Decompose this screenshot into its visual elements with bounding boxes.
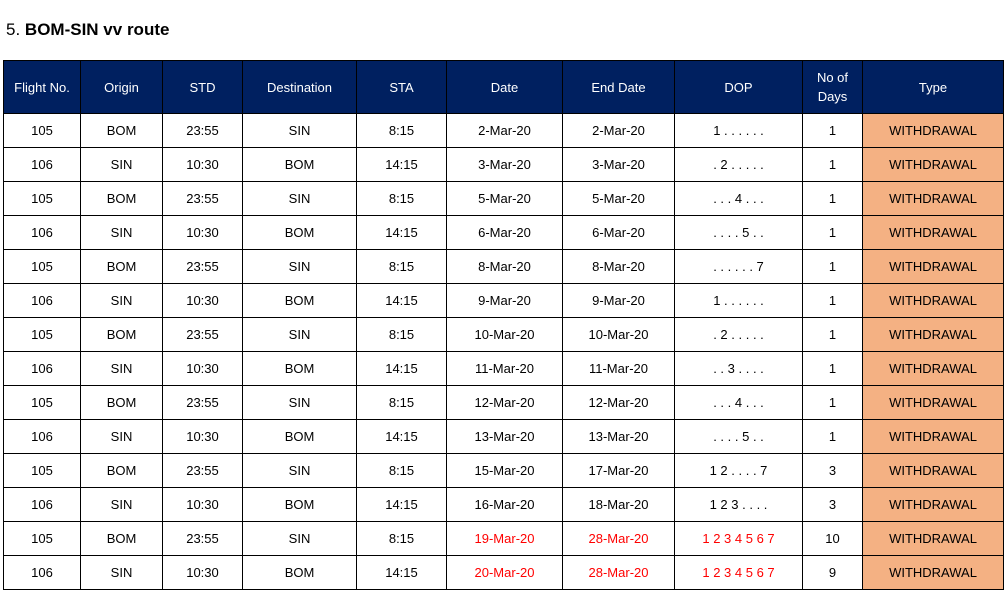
column-header-sta: STA: [357, 61, 447, 114]
table-row: [4, 522, 1004, 556]
cell-end-date: 6-Mar-20: [563, 216, 675, 250]
cell-origin: SIN: [81, 420, 163, 454]
cell-sta: 14:15: [357, 148, 447, 182]
column-header-destination: Destination: [243, 61, 357, 114]
cell-type: WITHDRAWAL: [863, 522, 1004, 556]
cell-no-of-days: 10: [803, 522, 863, 556]
cell-no-of-days: 1: [803, 284, 863, 318]
cell-type: WITHDRAWAL: [863, 250, 1004, 284]
cell-end-date: 28-Mar-20: [563, 556, 675, 590]
cell-type: WITHDRAWAL: [863, 284, 1004, 318]
cell-flight-no: 105: [4, 250, 81, 284]
cell-type: WITHDRAWAL: [863, 318, 1004, 352]
cell-sta: 14:15: [357, 216, 447, 250]
cell-type: WITHDRAWAL: [863, 114, 1004, 148]
cell-type: WITHDRAWAL: [863, 556, 1004, 590]
cell-destination: SIN: [243, 318, 357, 352]
table-row: [4, 386, 1004, 420]
table-row: [4, 488, 1004, 522]
cell-type: WITHDRAWAL: [863, 148, 1004, 182]
cell-end-date: 5-Mar-20: [563, 182, 675, 216]
cell-date: 13-Mar-20: [447, 420, 563, 454]
cell-destination: SIN: [243, 182, 357, 216]
cell-end-date: 11-Mar-20: [563, 352, 675, 386]
cell-sta: 14:15: [357, 556, 447, 590]
table-row: [4, 284, 1004, 318]
cell-std: 23:55: [163, 114, 243, 148]
cell-std: 10:30: [163, 420, 243, 454]
cell-flight-no: 106: [4, 148, 81, 182]
cell-std: 23:55: [163, 250, 243, 284]
table-row: [4, 318, 1004, 352]
cell-std: 10:30: [163, 284, 243, 318]
cell-sta: 8:15: [357, 250, 447, 284]
cell-no-of-days: 3: [803, 454, 863, 488]
cell-destination: BOM: [243, 284, 357, 318]
cell-no-of-days: 1: [803, 318, 863, 352]
cell-date: 20-Mar-20: [447, 556, 563, 590]
column-header-date: Date: [447, 61, 563, 114]
cell-destination: BOM: [243, 556, 357, 590]
cell-dop: 1 . . . . . .: [675, 114, 803, 148]
cell-dop: . . . . 5 . .: [675, 420, 803, 454]
cell-end-date: 13-Mar-20: [563, 420, 675, 454]
cell-destination: SIN: [243, 522, 357, 556]
cell-date: 8-Mar-20: [447, 250, 563, 284]
cell-origin: BOM: [81, 318, 163, 352]
table-row: [4, 352, 1004, 386]
cell-end-date: 9-Mar-20: [563, 284, 675, 318]
cell-destination: BOM: [243, 488, 357, 522]
cell-date: 3-Mar-20: [447, 148, 563, 182]
cell-dop: 1 2 3 4 5 6 7: [675, 556, 803, 590]
cell-flight-no: 106: [4, 352, 81, 386]
cell-destination: SIN: [243, 386, 357, 420]
cell-type: WITHDRAWAL: [863, 352, 1004, 386]
table-row: [4, 250, 1004, 284]
cell-std: 10:30: [163, 216, 243, 250]
cell-origin: SIN: [81, 216, 163, 250]
cell-flight-no: 106: [4, 556, 81, 590]
cell-destination: SIN: [243, 454, 357, 488]
cell-flight-no: 105: [4, 386, 81, 420]
cell-std: 23:55: [163, 522, 243, 556]
cell-dop: . . . 4 . . .: [675, 386, 803, 420]
cell-sta: 14:15: [357, 284, 447, 318]
cell-date: 11-Mar-20: [447, 352, 563, 386]
cell-std: 10:30: [163, 148, 243, 182]
column-header-no-of-days: No of Days: [803, 61, 863, 114]
cell-flight-no: 105: [4, 522, 81, 556]
cell-dop: . 2 . . . . .: [675, 318, 803, 352]
cell-destination: BOM: [243, 148, 357, 182]
cell-std: 23:55: [163, 386, 243, 420]
cell-end-date: 12-Mar-20: [563, 386, 675, 420]
cell-sta: 14:15: [357, 420, 447, 454]
cell-no-of-days: 1: [803, 148, 863, 182]
cell-destination: BOM: [243, 352, 357, 386]
cell-no-of-days: 3: [803, 488, 863, 522]
cell-end-date: 2-Mar-20: [563, 114, 675, 148]
cell-sta: 8:15: [357, 318, 447, 352]
cell-std: 23:55: [163, 182, 243, 216]
cell-flight-no: 106: [4, 216, 81, 250]
cell-origin: BOM: [81, 114, 163, 148]
cell-date: 2-Mar-20: [447, 114, 563, 148]
cell-end-date: 3-Mar-20: [563, 148, 675, 182]
cell-sta: 8:15: [357, 182, 447, 216]
cell-date: 19-Mar-20: [447, 522, 563, 556]
table-row: [4, 148, 1004, 182]
cell-dop: 1 2 3 4 5 6 7: [675, 522, 803, 556]
cell-flight-no: 105: [4, 182, 81, 216]
cell-date: 6-Mar-20: [447, 216, 563, 250]
column-header-type: Type: [863, 61, 1004, 114]
column-header-end-date: End Date: [563, 61, 675, 114]
table-header-row: [4, 61, 1004, 114]
cell-date: 5-Mar-20: [447, 182, 563, 216]
cell-flight-no: 105: [4, 454, 81, 488]
cell-dop: . . . . . . 7: [675, 250, 803, 284]
cell-std: 10:30: [163, 488, 243, 522]
schedule-table: [3, 60, 1004, 590]
cell-dop: . . . 4 . . .: [675, 182, 803, 216]
table-row: [4, 556, 1004, 590]
column-header-flight-no: Flight No.: [4, 61, 81, 114]
cell-date: 16-Mar-20: [447, 488, 563, 522]
cell-end-date: 17-Mar-20: [563, 454, 675, 488]
cell-type: WITHDRAWAL: [863, 216, 1004, 250]
cell-type: WITHDRAWAL: [863, 386, 1004, 420]
cell-dop: 1 . . . . . .: [675, 284, 803, 318]
cell-sta: 8:15: [357, 454, 447, 488]
cell-end-date: 28-Mar-20: [563, 522, 675, 556]
cell-date: 15-Mar-20: [447, 454, 563, 488]
cell-type: WITHDRAWAL: [863, 488, 1004, 522]
cell-no-of-days: 9: [803, 556, 863, 590]
cell-destination: BOM: [243, 216, 357, 250]
cell-date: 12-Mar-20: [447, 386, 563, 420]
cell-dop: . 2 . . . . .: [675, 148, 803, 182]
cell-origin: BOM: [81, 522, 163, 556]
cell-std: 10:30: [163, 352, 243, 386]
section-number: 5.: [6, 20, 21, 39]
cell-date: 10-Mar-20: [447, 318, 563, 352]
cell-origin: SIN: [81, 488, 163, 522]
cell-no-of-days: 1: [803, 182, 863, 216]
column-header-origin: Origin: [81, 61, 163, 114]
cell-destination: BOM: [243, 420, 357, 454]
cell-destination: SIN: [243, 250, 357, 284]
cell-sta: 8:15: [357, 114, 447, 148]
table-row: [4, 216, 1004, 250]
cell-flight-no: 106: [4, 420, 81, 454]
section-title: BOM-SIN vv route: [24, 20, 170, 39]
cell-origin: SIN: [81, 352, 163, 386]
cell-dop: . . 3 . . . .: [675, 352, 803, 386]
cell-flight-no: 105: [4, 318, 81, 352]
cell-std: 10:30: [163, 556, 243, 590]
cell-flight-no: 106: [4, 284, 81, 318]
table-body: [4, 114, 1004, 590]
cell-dop: 1 2 3 . . . .: [675, 488, 803, 522]
cell-date: 9-Mar-20: [447, 284, 563, 318]
cell-end-date: 10-Mar-20: [563, 318, 675, 352]
cell-no-of-days: 1: [803, 352, 863, 386]
cell-no-of-days: 1: [803, 114, 863, 148]
cell-origin: BOM: [81, 250, 163, 284]
cell-std: 23:55: [163, 454, 243, 488]
cell-type: WITHDRAWAL: [863, 182, 1004, 216]
column-header-dop: DOP: [675, 61, 803, 114]
cell-origin: BOM: [81, 454, 163, 488]
cell-flight-no: 105: [4, 114, 81, 148]
cell-no-of-days: 1: [803, 216, 863, 250]
cell-destination: SIN: [243, 114, 357, 148]
cell-sta: 14:15: [357, 488, 447, 522]
cell-origin: BOM: [81, 182, 163, 216]
cell-no-of-days: 1: [803, 386, 863, 420]
table-row: [4, 182, 1004, 216]
cell-type: WITHDRAWAL: [863, 454, 1004, 488]
cell-sta: 8:15: [357, 522, 447, 556]
table-row: [4, 420, 1004, 454]
cell-end-date: 8-Mar-20: [563, 250, 675, 284]
section-heading: [6, 19, 169, 41]
cell-no-of-days: 1: [803, 250, 863, 284]
cell-sta: 8:15: [357, 386, 447, 420]
cell-dop: . . . . 5 . .: [675, 216, 803, 250]
cell-flight-no: 106: [4, 488, 81, 522]
cell-origin: SIN: [81, 284, 163, 318]
table-row: [4, 454, 1004, 488]
cell-end-date: 18-Mar-20: [563, 488, 675, 522]
cell-std: 23:55: [163, 318, 243, 352]
cell-origin: SIN: [81, 148, 163, 182]
column-header-std: STD: [163, 61, 243, 114]
cell-origin: SIN: [81, 556, 163, 590]
cell-no-of-days: 1: [803, 420, 863, 454]
table-row: [4, 114, 1004, 148]
cell-sta: 14:15: [357, 352, 447, 386]
cell-type: WITHDRAWAL: [863, 420, 1004, 454]
cell-origin: BOM: [81, 386, 163, 420]
cell-dop: 1 2 . . . . 7: [675, 454, 803, 488]
